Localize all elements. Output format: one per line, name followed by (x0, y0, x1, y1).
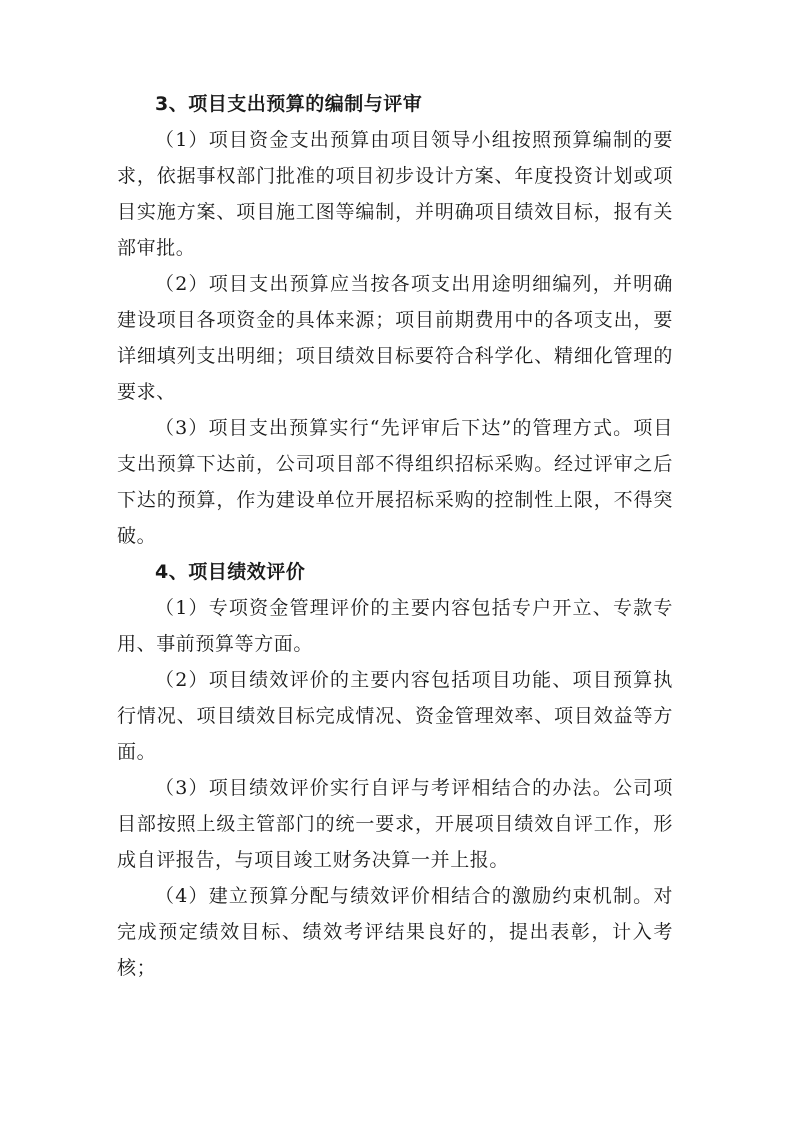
section-heading-4: 4、项目绩效评价 (155, 561, 306, 583)
document-body (117, 86, 673, 986)
paragraph-4-3: （3）项目绩效评价实行自评与考评相结合的办法。公司项目部按照上级主管部门的统一要求，开展项目绩效自评工作，形成自评报告，与项目竣工财务决算一并上报。 (117, 777, 673, 871)
paragraph-4-2: （2）项目绩效评价的主要内容包括项目功能、项目预算执行情况、项目绩效目标完成情况、资金管理效率、项目效益等方面。 (117, 669, 673, 763)
paragraph-4-1: （1）专项资金管理评价的主要内容包括专户开立、专款专用、事前预算等方面。 (117, 597, 673, 655)
section-heading-3: 3、项目支出预算的编制与评审 (155, 93, 423, 115)
paragraph-3-2: （2）项目支出预算应当按各项支出用途明细编列，并明确建设项目各项资金的具体来源；项目前期费用中的各项支出，要详细填列支出明细；项目绩效目标要符合科学化、精细化管理的要求、 (117, 273, 673, 403)
paragraph-3-3: （3）项目支出预算实行“先评审后下达”的管理方式。项目支出预算下达前，公司项目部不得组织招标采购。经过评审之后下达的预算，作为建设单位开展招标采购的控制性上限，不得突破。 (117, 417, 673, 547)
paragraph-4-4: （4）建立预算分配与绩效评价相结合的激励约束机制。对完成预定绩效目标、绩效考评结果良好的，提出表彰，计入考核； (117, 885, 673, 979)
paragraph-3-1: （1）项目资金支出预算由项目领导小组按照预算编制的要求，依据事权部门批准的项目初步设计方案、年度投资计划或项目实施方案、项目施工图等编制，并明确项目绩效目标，报有关部审批。 (117, 129, 673, 259)
